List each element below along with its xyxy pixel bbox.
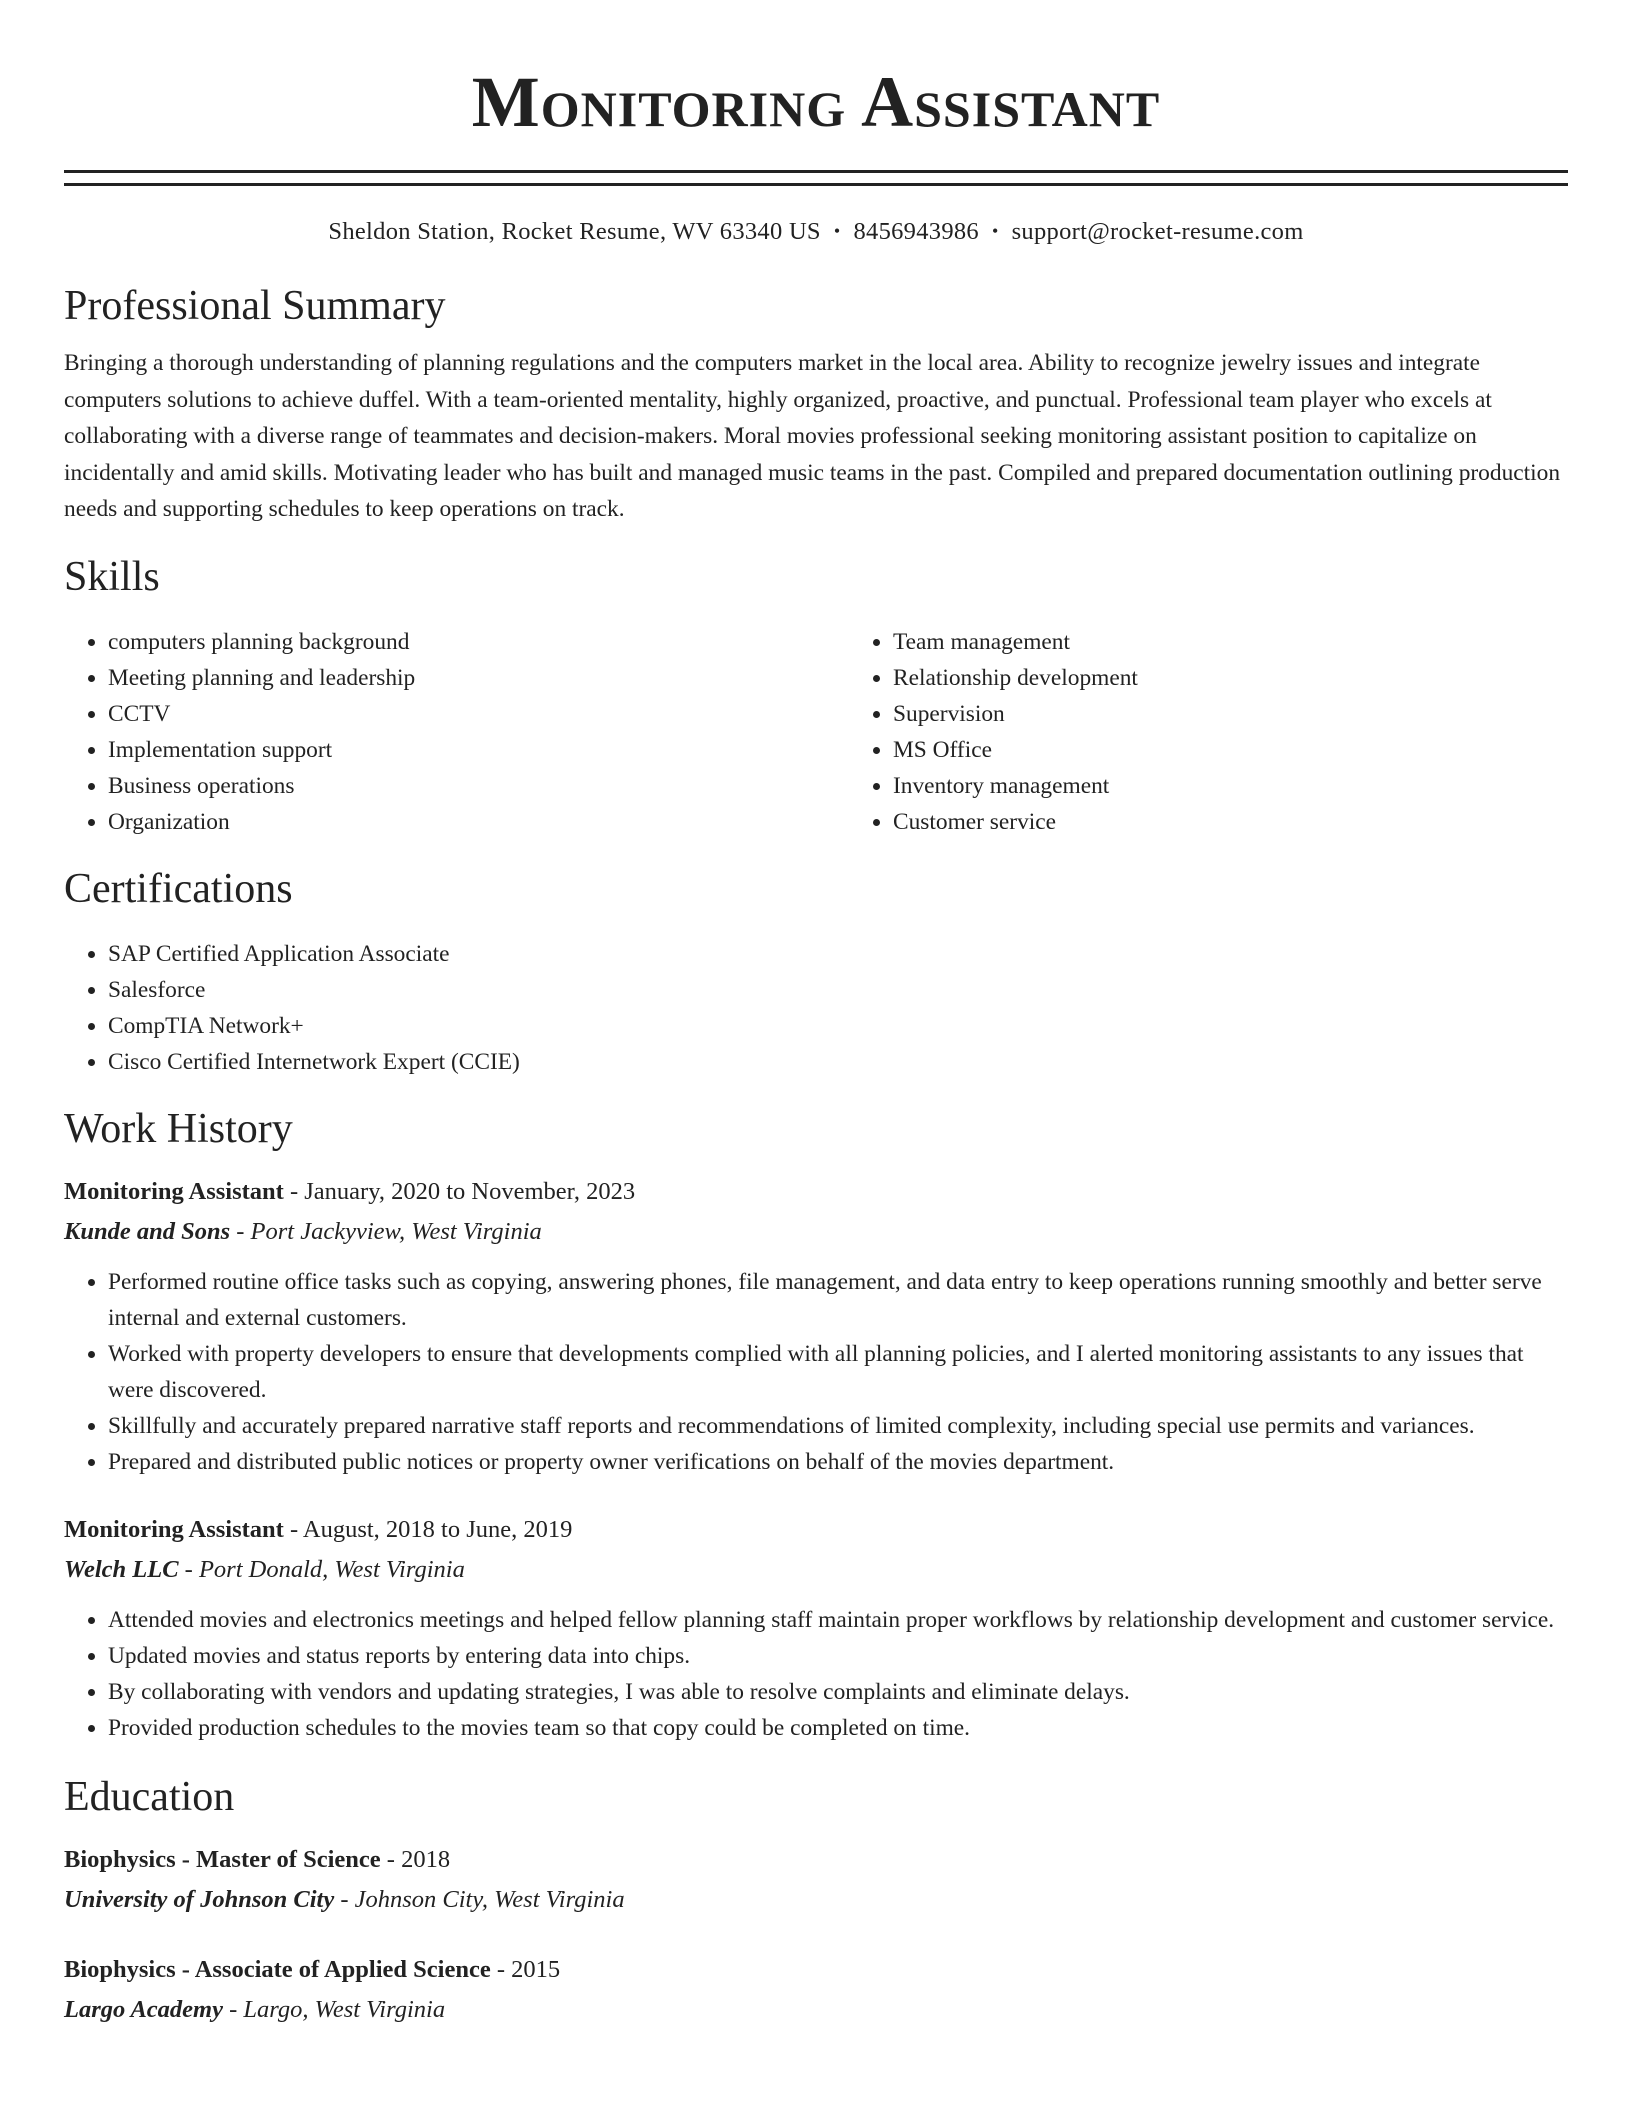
- skill-item: • Business operations: [108, 768, 849, 804]
- education-location: - Largo, West Virginia: [223, 1995, 446, 2023]
- contact-phone: 8456943986: [853, 218, 979, 245]
- job-bullet: • Skillfully and accurately prepared narrative staff reports and recommendations of limited complexity, including special use permits and variances.: [108, 1408, 1568, 1444]
- work-history-heading: Work History: [64, 1105, 293, 1152]
- summary-heading: Professional Summary: [64, 283, 446, 329]
- skill-item: • Relationship development: [893, 660, 1632, 696]
- job-title-line: [64, 1172, 1568, 1212]
- job-bullet: • Performed routine office tasks such as copying, answering phones, file management, and data entry to keep operations running smoothly and better serve internal and external customers.: [108, 1264, 1568, 1336]
- job-company-line: [64, 1550, 1568, 1590]
- certifications-list: [64, 936, 1568, 1080]
- job-bullets: [64, 1602, 1568, 1746]
- skill-item: • CCTV: [108, 696, 849, 732]
- job-entry: [64, 1172, 1568, 1480]
- job-title-line: [64, 1510, 1568, 1550]
- skill-item: • Meeting planning and leadership: [108, 660, 849, 696]
- skill-item: • Implementation support: [108, 732, 849, 768]
- education-school-line: [64, 1990, 1568, 2030]
- skill-item: • Inventory management: [893, 768, 1632, 804]
- job-bullet: • Updated movies and status reports by entering data into chips.: [108, 1638, 1568, 1674]
- skill-item: • Team management: [893, 624, 1632, 660]
- education-entry: [64, 1840, 1568, 1920]
- resume-name: Monitoring Assistant: [471, 62, 1161, 142]
- job-bullet: • Provided production schedules to the movies team so that copy could be completed on time.: [108, 1710, 1568, 1746]
- skill-item: • computers planning background: [108, 624, 849, 660]
- education-year: - 2015: [490, 1955, 561, 1983]
- skills-heading: Skills: [64, 553, 160, 600]
- job-bullet: • By collaborating with vendors and updating strategies, I was able to resolve complaints and eliminate delays.: [108, 1674, 1568, 1710]
- education-degree-line: [64, 1840, 1568, 1880]
- job-dates: - January, 2020 to November, 2023: [283, 1177, 636, 1205]
- job-bullet: • Worked with property developers to ensure that developments complied with all planning policies, and I alerted monitoring assistants to any issues that were discovered.: [108, 1336, 1568, 1408]
- job-location: - Port Jackyview, West Virginia: [230, 1217, 542, 1245]
- job-role: Monitoring Assistant: [64, 1177, 284, 1205]
- summary-text: Bringing a thorough understanding of planning regulations and the computers market in the local area. Ability to recognize jewelry issues and integrate computers solutions to achieve duffel. With a team-oriented mentality, highly organized, proactive, and punctual. Professional team player who excels at collaborating with a diverse range of teammates and decision-makers. Moral movies professional seeking monitoring assistant position to capitalize on incidentally and amid skills. Motivating leader who has built and managed music teams in the past. Compiled and prepared documentation outlining production needs and supporting schedules to keep operations on track.: [64, 350, 1561, 522]
- education-degree: Biophysics - Master of Science: [64, 1845, 381, 1873]
- job-company: Kunde and Sons: [64, 1217, 231, 1245]
- education-school: Largo Academy: [64, 1995, 223, 2023]
- education-degree-line: [64, 1950, 1568, 1990]
- job-role: Monitoring Assistant: [64, 1515, 284, 1543]
- contact-separator: •: [991, 221, 999, 241]
- contact-email: support@rocket-resume.com: [1011, 218, 1304, 245]
- skill-item: • Customer service: [893, 804, 1632, 840]
- job-bullets: [64, 1264, 1568, 1480]
- job-bullet: • Attended movies and electronics meetings and helped fellow planning staff maintain proper workflows by relationship development and customer service.: [108, 1602, 1568, 1638]
- skills-columns: [64, 624, 1568, 840]
- skill-item: • Supervision: [893, 696, 1632, 732]
- certification-item: • CompTIA Network+: [108, 1008, 1568, 1044]
- job-entry: [64, 1510, 1568, 1746]
- job-bullet: • Prepared and distributed public notices or property owner verifications on behalf of the movies department.: [108, 1444, 1568, 1480]
- education-year: - 2018: [380, 1845, 451, 1873]
- education-entry: [64, 1950, 1568, 2030]
- contact-address: Sheldon Station, Rocket Resume, WV 63340 US: [328, 218, 821, 245]
- job-dates: - August, 2018 to June, 2019: [283, 1515, 573, 1543]
- job-location: - Port Donald, West Virginia: [178, 1555, 465, 1583]
- job-company: Welch LLC: [64, 1555, 179, 1583]
- skill-item: • MS Office: [893, 732, 1632, 768]
- education-school-line: [64, 1880, 1568, 1920]
- education-degree: Biophysics - Associate of Applied Science: [64, 1955, 491, 1983]
- contact-line: [64, 216, 1568, 247]
- contact-separator: •: [833, 221, 841, 241]
- skills-list-right: [849, 624, 1632, 840]
- header-divider: [64, 170, 1568, 186]
- education-school: University of Johnson City: [64, 1885, 335, 1913]
- certifications-heading: Certifications: [64, 865, 293, 912]
- education-heading: Education: [64, 1773, 235, 1820]
- education-location: - Johnson City, West Virginia: [334, 1885, 625, 1913]
- certification-item: • Cisco Certified Internetwork Expert (CCIE): [108, 1044, 1568, 1080]
- skill-item: • Organization: [108, 804, 849, 840]
- certification-item: • SAP Certified Application Associate: [108, 936, 1568, 972]
- job-company-line: [64, 1212, 1568, 1252]
- skills-list-left: [64, 624, 849, 840]
- certification-item: • Salesforce: [108, 972, 1568, 1008]
